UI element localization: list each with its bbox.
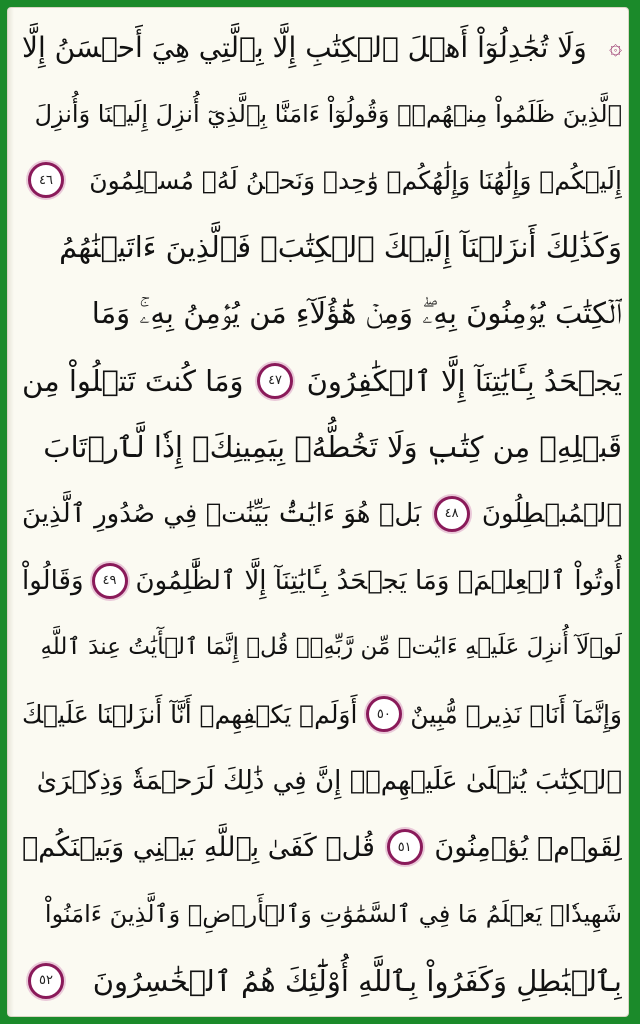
ayah-number-marker: ٥٠ [366, 696, 402, 732]
page-binding-edge [8, 8, 14, 1016]
quran-text-block [22, 14, 622, 1014]
text-line [22, 281, 622, 347]
ayah-number-marker: ٥٢ [28, 963, 64, 999]
text-line [22, 481, 622, 547]
text-line [22, 948, 622, 1014]
ayah-number-marker: ٤٨ [434, 496, 470, 532]
text-line [22, 748, 622, 814]
verse-text: إِلَيۡكُمۡ وَإِلَٰهُنَا وَإِلَٰهُكُمۡ وَٰحِدٞ وَنَحۡنُ لَهُۥ مُسۡلِمُونَ [89, 165, 622, 195]
verse-text: لَوۡلَآ أُنزِلَ عَلَيۡهِ ءَايَٰتٞ مِّن رَّبِّهِۦۖ قُلۡ إِنَّمَا ٱلۡأٓيَٰتُ عِندَ ٱللَّهِ [40, 634, 622, 661]
verse-text: بَلۡ هُوَ ءَايَٰتُۢ بَيِّنَٰتٞ فِي صُدُورِ ٱلَّذِينَ [22, 498, 422, 529]
verse-text: وَقَالُواْ [22, 565, 84, 596]
verse-text: قُلۡ كَفَىٰ بِٱللَّهِ بَيۡنِي وَبَيۡنَكُمۡ [22, 831, 375, 863]
ayah-number-marker: ٥١ [387, 829, 423, 865]
text-line [22, 814, 622, 880]
verse-text: وَكَذَٰلِكَ أَنزَلۡنَآ إِلَيۡكَ ٱلۡكِتَٰبَۚ فَٱلَّذِينَ ءَاتَيۡنَٰهُمُ [59, 230, 622, 265]
ayah-number-marker: ٤٦ [28, 162, 64, 198]
verse-text: ٱلۡمُبۡطِلُونَ [481, 498, 622, 529]
verse-text: لِقَوۡمٖ يُؤۡمِنُونَ [434, 831, 622, 863]
verse-text: أَوَلَمۡ يَكۡفِهِمۡ أَنَّآ أَنزَلۡنَا عَلَيۡكَ [22, 699, 358, 729]
text-line [22, 414, 622, 480]
text-line [22, 147, 622, 213]
hizb-star-icon: ۞ [609, 34, 622, 60]
text-line [22, 348, 622, 414]
verse-text: أُوتُواْ ٱلۡعِلۡمَۚ وَمَا يَجۡحَدُ بِـَٔايَٰتِنَآ إِلَّا ٱلظَّٰلِمُونَ [135, 565, 622, 596]
verse-text: ٱلَّذِينَ ظَلَمُواْ مِنۡهُمۡۖ وَقُولُوٓاْ ءَامَنَّا بِٱلَّذِيٓ أُنزِلَ إِلَيۡنَا وَأُنزِلَ [34, 99, 622, 128]
verse-text: ٱلۡكِتَٰبَ يُؤۡمِنُونَ بِهِۦۖ وَمِنۡ هَٰٓؤُلَآءِ مَن يُؤۡمِنُ بِهِۦۚ وَمَا [91, 296, 622, 331]
verse-text: قَبۡلِهِۦ مِن كِتَٰبٖ وَلَا تَخُطُّهُۥ بِيَمِينِكَۖ إِذٗا لَّٱرۡتَابَ [43, 430, 622, 465]
verse-text: شَهِيدٗاۖ يَعۡلَمُ مَا فِي ٱلسَّمَٰوَٰتِ وَٱلۡأَرۡضِۗ وَٱلَّذِينَ ءَامَنُواْ [44, 900, 622, 929]
text-line [22, 614, 622, 680]
text-line [22, 548, 622, 614]
verse-text: ٱلۡكِتَٰبَ يُتۡلَىٰ عَلَيۡهِمۡۚ إِنَّ فِي ذَٰلِكَ لَرَحۡمَةٗ وَذِكۡرَىٰ [36, 765, 622, 796]
text-line [22, 81, 622, 147]
text-line [22, 214, 622, 280]
ayah-number-marker: ٤٩ [92, 563, 128, 599]
verse-text: يَجۡحَدُ بِـَٔايَٰتِنَآ إِلَّا ٱلۡكَٰفِرُونَ [306, 363, 622, 398]
text-line [22, 14, 622, 80]
verse-text: بِٱلۡبَٰطِلِ وَكَفَرُواْ بِٱللَّهِ أُوْلَٰٓئِكَ هُمُ ٱلۡخَٰسِرُونَ [92, 963, 622, 998]
text-line [22, 881, 622, 947]
verse-text: وَلَا تُجَٰدِلُوٓاْ أَهۡلَ ٱلۡكِتَٰبِ إِلَّا بِٱلَّتِي هِيَ أَحۡسَنُ إِلَّا [22, 30, 587, 64]
verse-text: وَمَا كُنتَ تَتۡلُواْ مِن [22, 363, 244, 398]
text-line [22, 681, 622, 747]
verse-text: وَإِنَّمَآ أَنَا۠ نَذِيرٞ مُّبِينٌ [410, 699, 622, 729]
ayah-number-marker: ٤٧ [257, 363, 293, 399]
